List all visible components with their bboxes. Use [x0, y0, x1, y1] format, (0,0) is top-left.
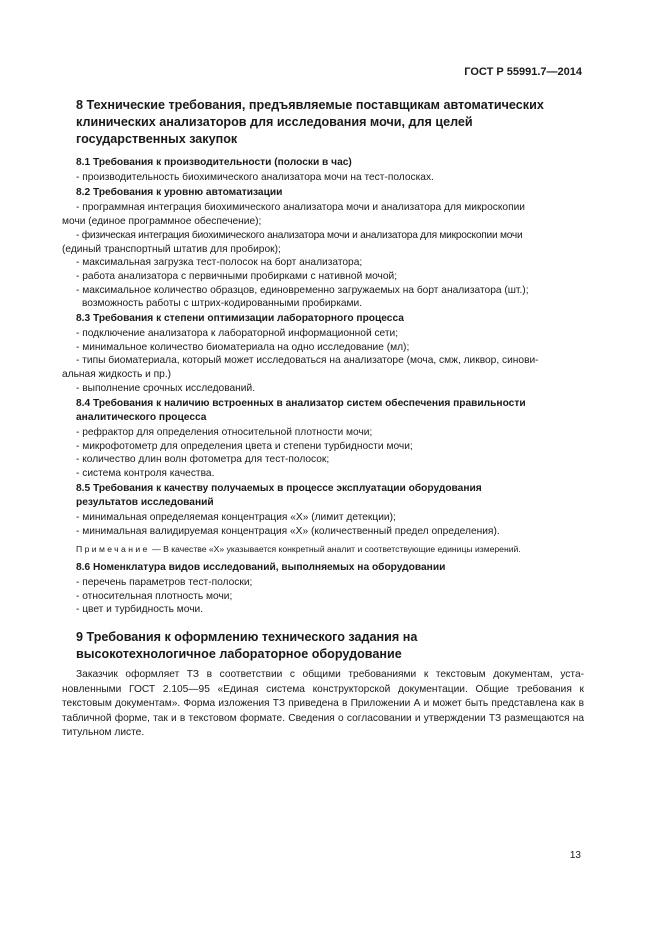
list-item: - типы биоматериала, который может исследоваться на анализаторе (моча, смж, ликвор, синови- [76, 355, 539, 366]
section-8-title [76, 97, 596, 148]
list-item: - выполнение срочных исследований. [76, 383, 256, 394]
note-label: Примечание [76, 544, 150, 554]
heading-line: результатов исследований [76, 496, 214, 508]
section-9-title [76, 629, 596, 663]
heading-line: 8.5 Требования к качеству получаемых в процессе эксплуатации оборудования [76, 483, 482, 494]
heading-line: 8.4 Требования к наличию встроенных в анализатор систем обеспечения правильности [76, 398, 526, 409]
list-item: - система контроля качества. [76, 468, 215, 479]
list-item: - производительность биохимического анализатора мочи на тест-полосках. [76, 172, 434, 183]
note-text: — В качестве «Х» указывается конкретный аналит и соответствующие единицы измерений. [149, 544, 521, 554]
subsection-8-6-heading: 8.6 Номенклатура видов исследований, выполняемых на оборудовании [76, 562, 446, 573]
section-9-paragraph: Заказчик оформляет ТЗ в соответствии с общими требованиями к текстовым документам, уста-новленными ГОСТ 2.105—95 «Единая система конструкторской документации. Общие требования к текстовым документам». Форма изложения ТЗ приведена в Приложении А и может быть представлена как в табличной форме, так и в текстовом формате. Сведения о согласовании и утверждении ТЗ размещаются на титульном листе. [62, 669, 584, 738]
list-item: - количество длин волн фотометра для тест-полосок; [76, 454, 330, 465]
document-code: ГОСТ Р 55991.7—2014 [464, 66, 582, 78]
list-item: - минимальная определяемая концентрация «Х» (лимит детекции); [76, 512, 396, 523]
list-item-continuation: мочи (единое программное обеспечение); [62, 216, 262, 227]
list-item: - программная интеграция биохимического анализатора мочи и анализатора для микроскопии [76, 202, 525, 213]
subsection-8-4-heading [76, 397, 586, 424]
section-8-title-line: государственных закупок [76, 132, 238, 146]
list-item: - максимальное количество образцов, единовременно загружаемых на борт анализатора (шт.); [76, 285, 529, 296]
list-item: - перечень параметров тест-полоски; [76, 577, 253, 588]
list-item-continuation: альная жидкость и пр.) [62, 369, 172, 380]
note [76, 543, 521, 555]
list-item: - минимальное количество биоматериала на одно исследование (мл); [76, 342, 410, 353]
section-9-title-line: 9 Требования к оформлению технического задания на [76, 630, 418, 644]
list-item: - относительная плотность мочи; [76, 591, 233, 602]
heading-line: аналитического процесса [76, 411, 207, 423]
section-8-title-line: 8 Технические требования, предъявляемые поставщикам автоматических [76, 98, 544, 112]
list-item: - микрофотометр для определения цвета и степени турбидности мочи; [76, 441, 413, 452]
page-number: 13 [569, 850, 581, 861]
list-item: - максимальная загрузка тест-полосок на борт анализатора; [76, 257, 363, 268]
section-8-title-line: клинических анализаторов для исследования мочи, для целей [76, 115, 473, 129]
list-item: - работа анализатора с первичными пробирками с нативной мочой; [76, 271, 398, 282]
section-9-title-line: высокотехнологичное лабораторное оборудование [76, 647, 402, 661]
subsection-8-1-heading: 8.1 Требования к производительности (полоски в час) [76, 157, 352, 168]
list-item-continuation: (единый транспортный штатив для пробирок); [62, 244, 281, 255]
subsection-8-3-heading: 8.3 Требования к степени оптимизации лабораторного процесса [76, 313, 404, 324]
list-item-continuation: возможность работы с штрих-кодированными пробирками. [82, 298, 363, 309]
list-item: - физическая интеграция биохимического анализатора мочи и анализатора для микроскопии мочи [76, 230, 523, 241]
subsection-8-2-heading: 8.2 Требования к уровню автоматизации [76, 187, 283, 198]
list-item: - рефрактор для определения относительной плотности мочи; [76, 427, 373, 438]
subsection-8-5-heading [76, 482, 586, 509]
list-item: - подключение анализатора к лабораторной информационной сети; [76, 328, 399, 339]
list-item: - цвет и турбидность мочи. [76, 604, 204, 615]
list-item: - минимальная валидируемая концентрация «Х» (количественный предел определения). [76, 526, 500, 537]
